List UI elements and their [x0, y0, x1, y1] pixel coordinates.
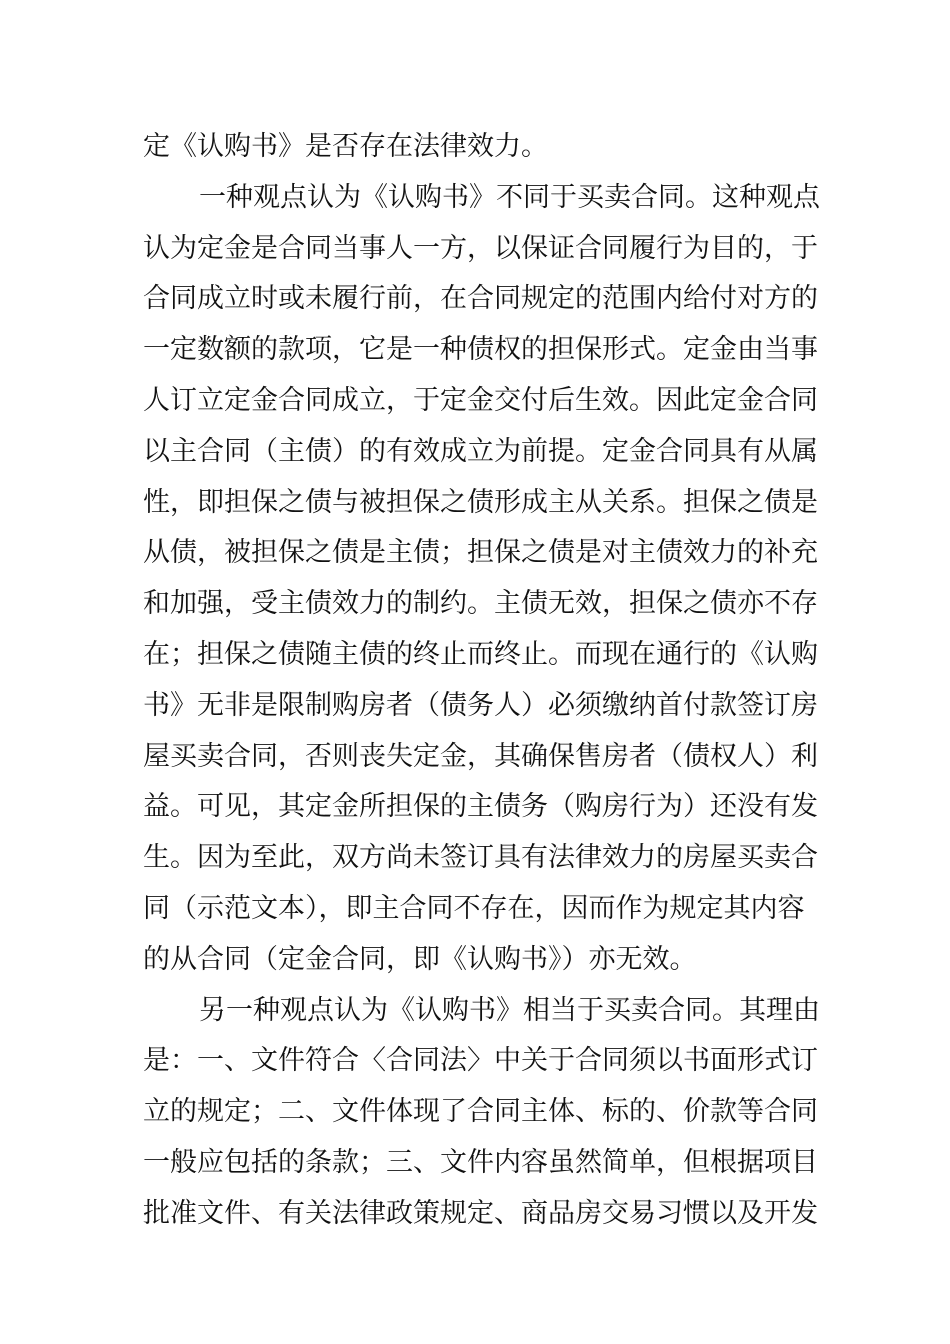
paragraph-line: 认为定金是合同当事人一方，以保证合同履行为目的，于 [143, 232, 818, 264]
paragraph-line: 立的规定；二、文件体现了合同主体、标的、价款等合同 [143, 1096, 818, 1128]
paragraph-line: 合同成立时或未履行前，在合同规定的范围内给付对方的 [143, 283, 818, 315]
paragraph-line: 生。因为至此，双方尚未签订具有法律效力的房屋买卖合 [143, 842, 818, 874]
paragraph-line: 书》无非是限制购房者（债务人）必须缴纳首付款签订房 [143, 689, 818, 721]
paragraph-line: 和加强，受主债效力的制约。主债无效，担保之债亦不存 [143, 588, 818, 620]
paragraph-line: 是：一、文件符合〈合同法〉中关于合同须以书面形式订 [143, 1045, 818, 1077]
paragraph-line: 在；担保之债随主债的终止而终止。而现在通行的《认购 [143, 638, 818, 670]
document-body [143, 122, 820, 1240]
paragraph-line: 一种观点认为《认购书》不同于买卖合同。这种观点 [199, 181, 820, 213]
paragraph-line: 同（示范文本），即主合同不存在，因而作为规定其内容 [143, 892, 805, 924]
paragraph-line: 以主合同（主债）的有效成立为前提。定金合同具有从属 [143, 435, 818, 467]
paragraph-line: 益。可见，其定金所担保的主债务（购房行为）还没有发 [143, 791, 818, 823]
paragraph-line: 屋买卖合同，否则丧失定金，其确保售房者（债权人）利 [143, 740, 818, 772]
paragraph-line: 批准文件、有关法律政策规定、商品房交易习惯以及开发 [143, 1197, 818, 1229]
paragraph-line: 性，即担保之债与被担保之债形成主从关系。担保之债是 [143, 486, 818, 518]
paragraph-line: 从债，被担保之债是主债；担保之债是对主债效力的补充 [143, 537, 818, 569]
paragraph-line: 另一种观点认为《认购书》相当于买卖合同。其理由 [199, 994, 820, 1026]
paragraph-line: 一般应包括的条款；三、文件内容虽然简单，但根据项目 [143, 1146, 818, 1178]
paragraph-line: 人订立定金合同成立，于定金交付后生效。因此定金合同 [143, 384, 818, 416]
paragraph-3 [143, 986, 820, 1240]
paragraph-line: 一定数额的款项，它是一种债权的担保形式。定金由当事 [143, 334, 818, 366]
paragraph-2 [143, 173, 820, 986]
paragraph-1 [143, 122, 811, 173]
paragraph-line: 定《认购书》是否存在法律效力。 [143, 131, 548, 162]
paragraph-line: 的从合同（定金合同，即《认购书》）亦无效。 [143, 943, 697, 975]
